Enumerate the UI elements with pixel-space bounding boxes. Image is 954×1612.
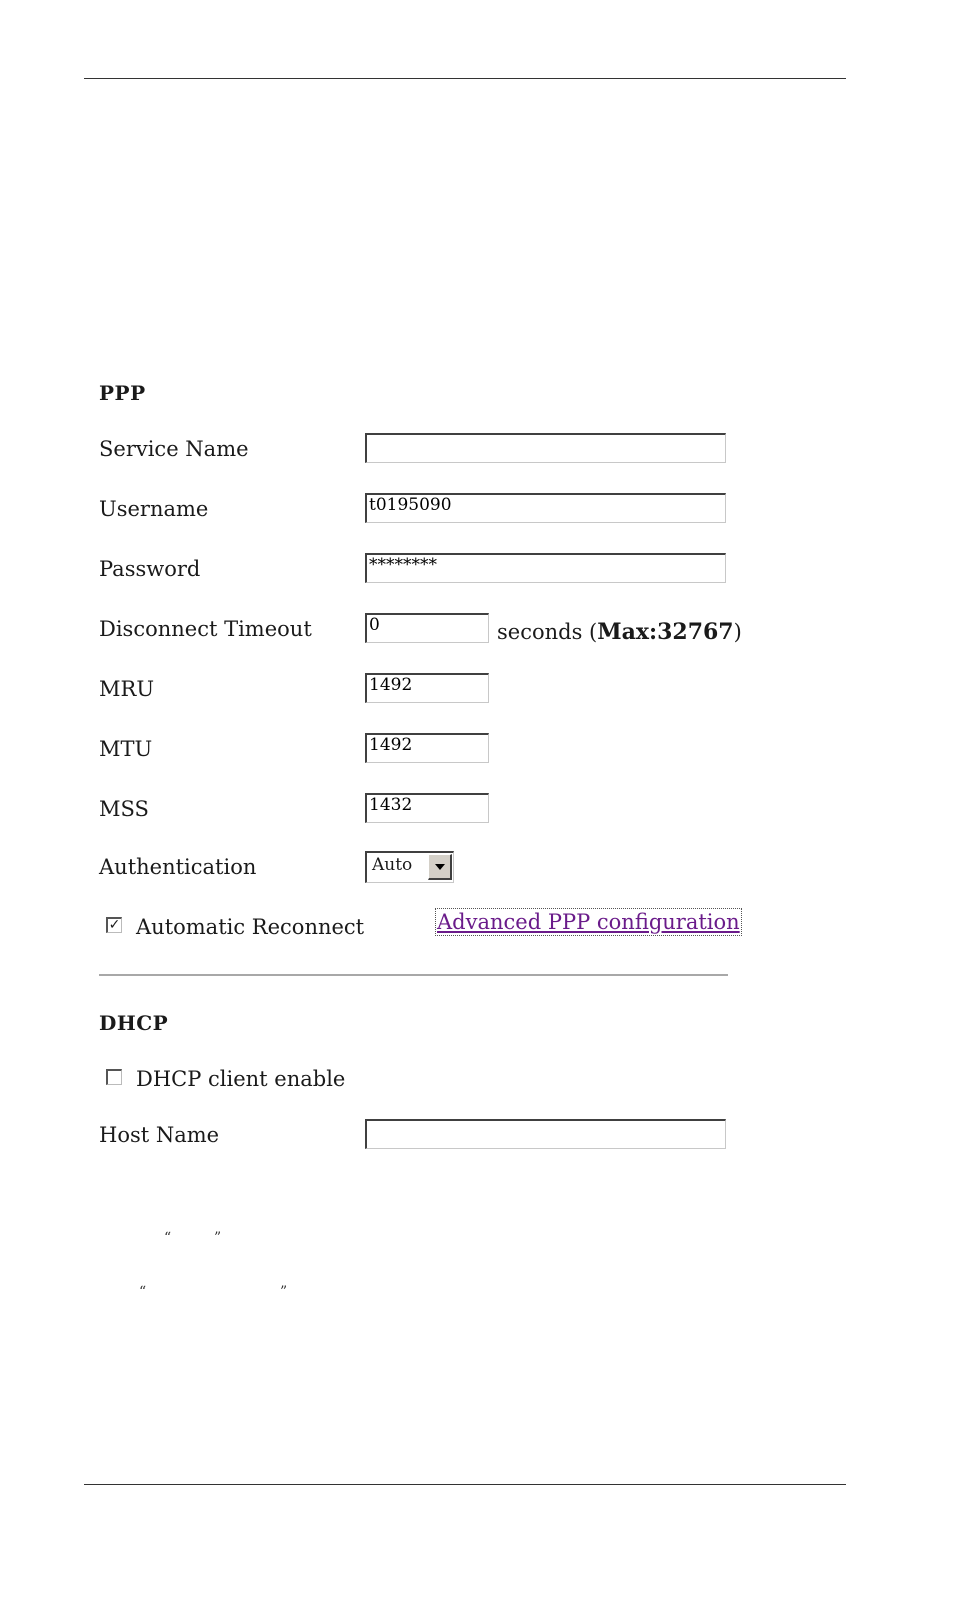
- disconnect-timeout-label: Disconnect Timeout: [99, 617, 312, 641]
- advanced-ppp-config-link[interactable]: Advanced PPP configuration: [437, 910, 740, 934]
- auto-reconnect-checkbox[interactable]: ✓: [106, 917, 122, 933]
- password-label: Password: [99, 557, 201, 581]
- authentication-label: Authentication: [99, 855, 257, 879]
- mtu-input[interactable]: 1492: [365, 733, 489, 763]
- quote-open-2: “: [139, 1284, 147, 1300]
- username-input[interactable]: t0195090: [365, 493, 726, 523]
- mss-label: MSS: [99, 797, 149, 821]
- disconnect-timeout-hint: [497, 618, 742, 646]
- authentication-selected-value: Auto: [372, 855, 413, 875]
- hint-prefix: seconds (: [497, 620, 598, 644]
- host-name-label: Host Name: [99, 1123, 220, 1147]
- dhcp-client-enable-label: DHCP client enable: [136, 1067, 346, 1091]
- chevron-down-icon[interactable]: [428, 854, 452, 880]
- hint-close: ): [733, 620, 742, 644]
- section-divider: [99, 974, 728, 976]
- ppp-section-title: PPP: [99, 381, 146, 405]
- mss-input[interactable]: 1432: [365, 793, 489, 823]
- password-input[interactable]: ********: [365, 553, 726, 583]
- authentication-select[interactable]: [365, 851, 454, 883]
- dhcp-section-title: DHCP: [99, 1011, 169, 1035]
- page-header-rule: [84, 78, 846, 79]
- hint-max-value: Max:32767: [597, 619, 734, 645]
- dhcp-client-enable-checkbox[interactable]: [106, 1069, 122, 1085]
- mru-label: MRU: [99, 677, 155, 701]
- page-footer-rule: [84, 1484, 846, 1485]
- quote-close-2: ”: [280, 1284, 288, 1300]
- auto-reconnect-label: Automatic Reconnect: [136, 915, 365, 939]
- mru-input[interactable]: 1492: [365, 673, 489, 703]
- username-label: Username: [99, 497, 209, 521]
- service-name-label: Service Name: [99, 437, 249, 461]
- mtu-label: MTU: [99, 737, 153, 761]
- quote-open-1: “: [164, 1230, 172, 1246]
- service-name-input[interactable]: [365, 433, 726, 463]
- host-name-input[interactable]: [365, 1119, 726, 1149]
- disconnect-timeout-input[interactable]: 0: [365, 613, 489, 643]
- quote-close-1: ”: [214, 1230, 222, 1246]
